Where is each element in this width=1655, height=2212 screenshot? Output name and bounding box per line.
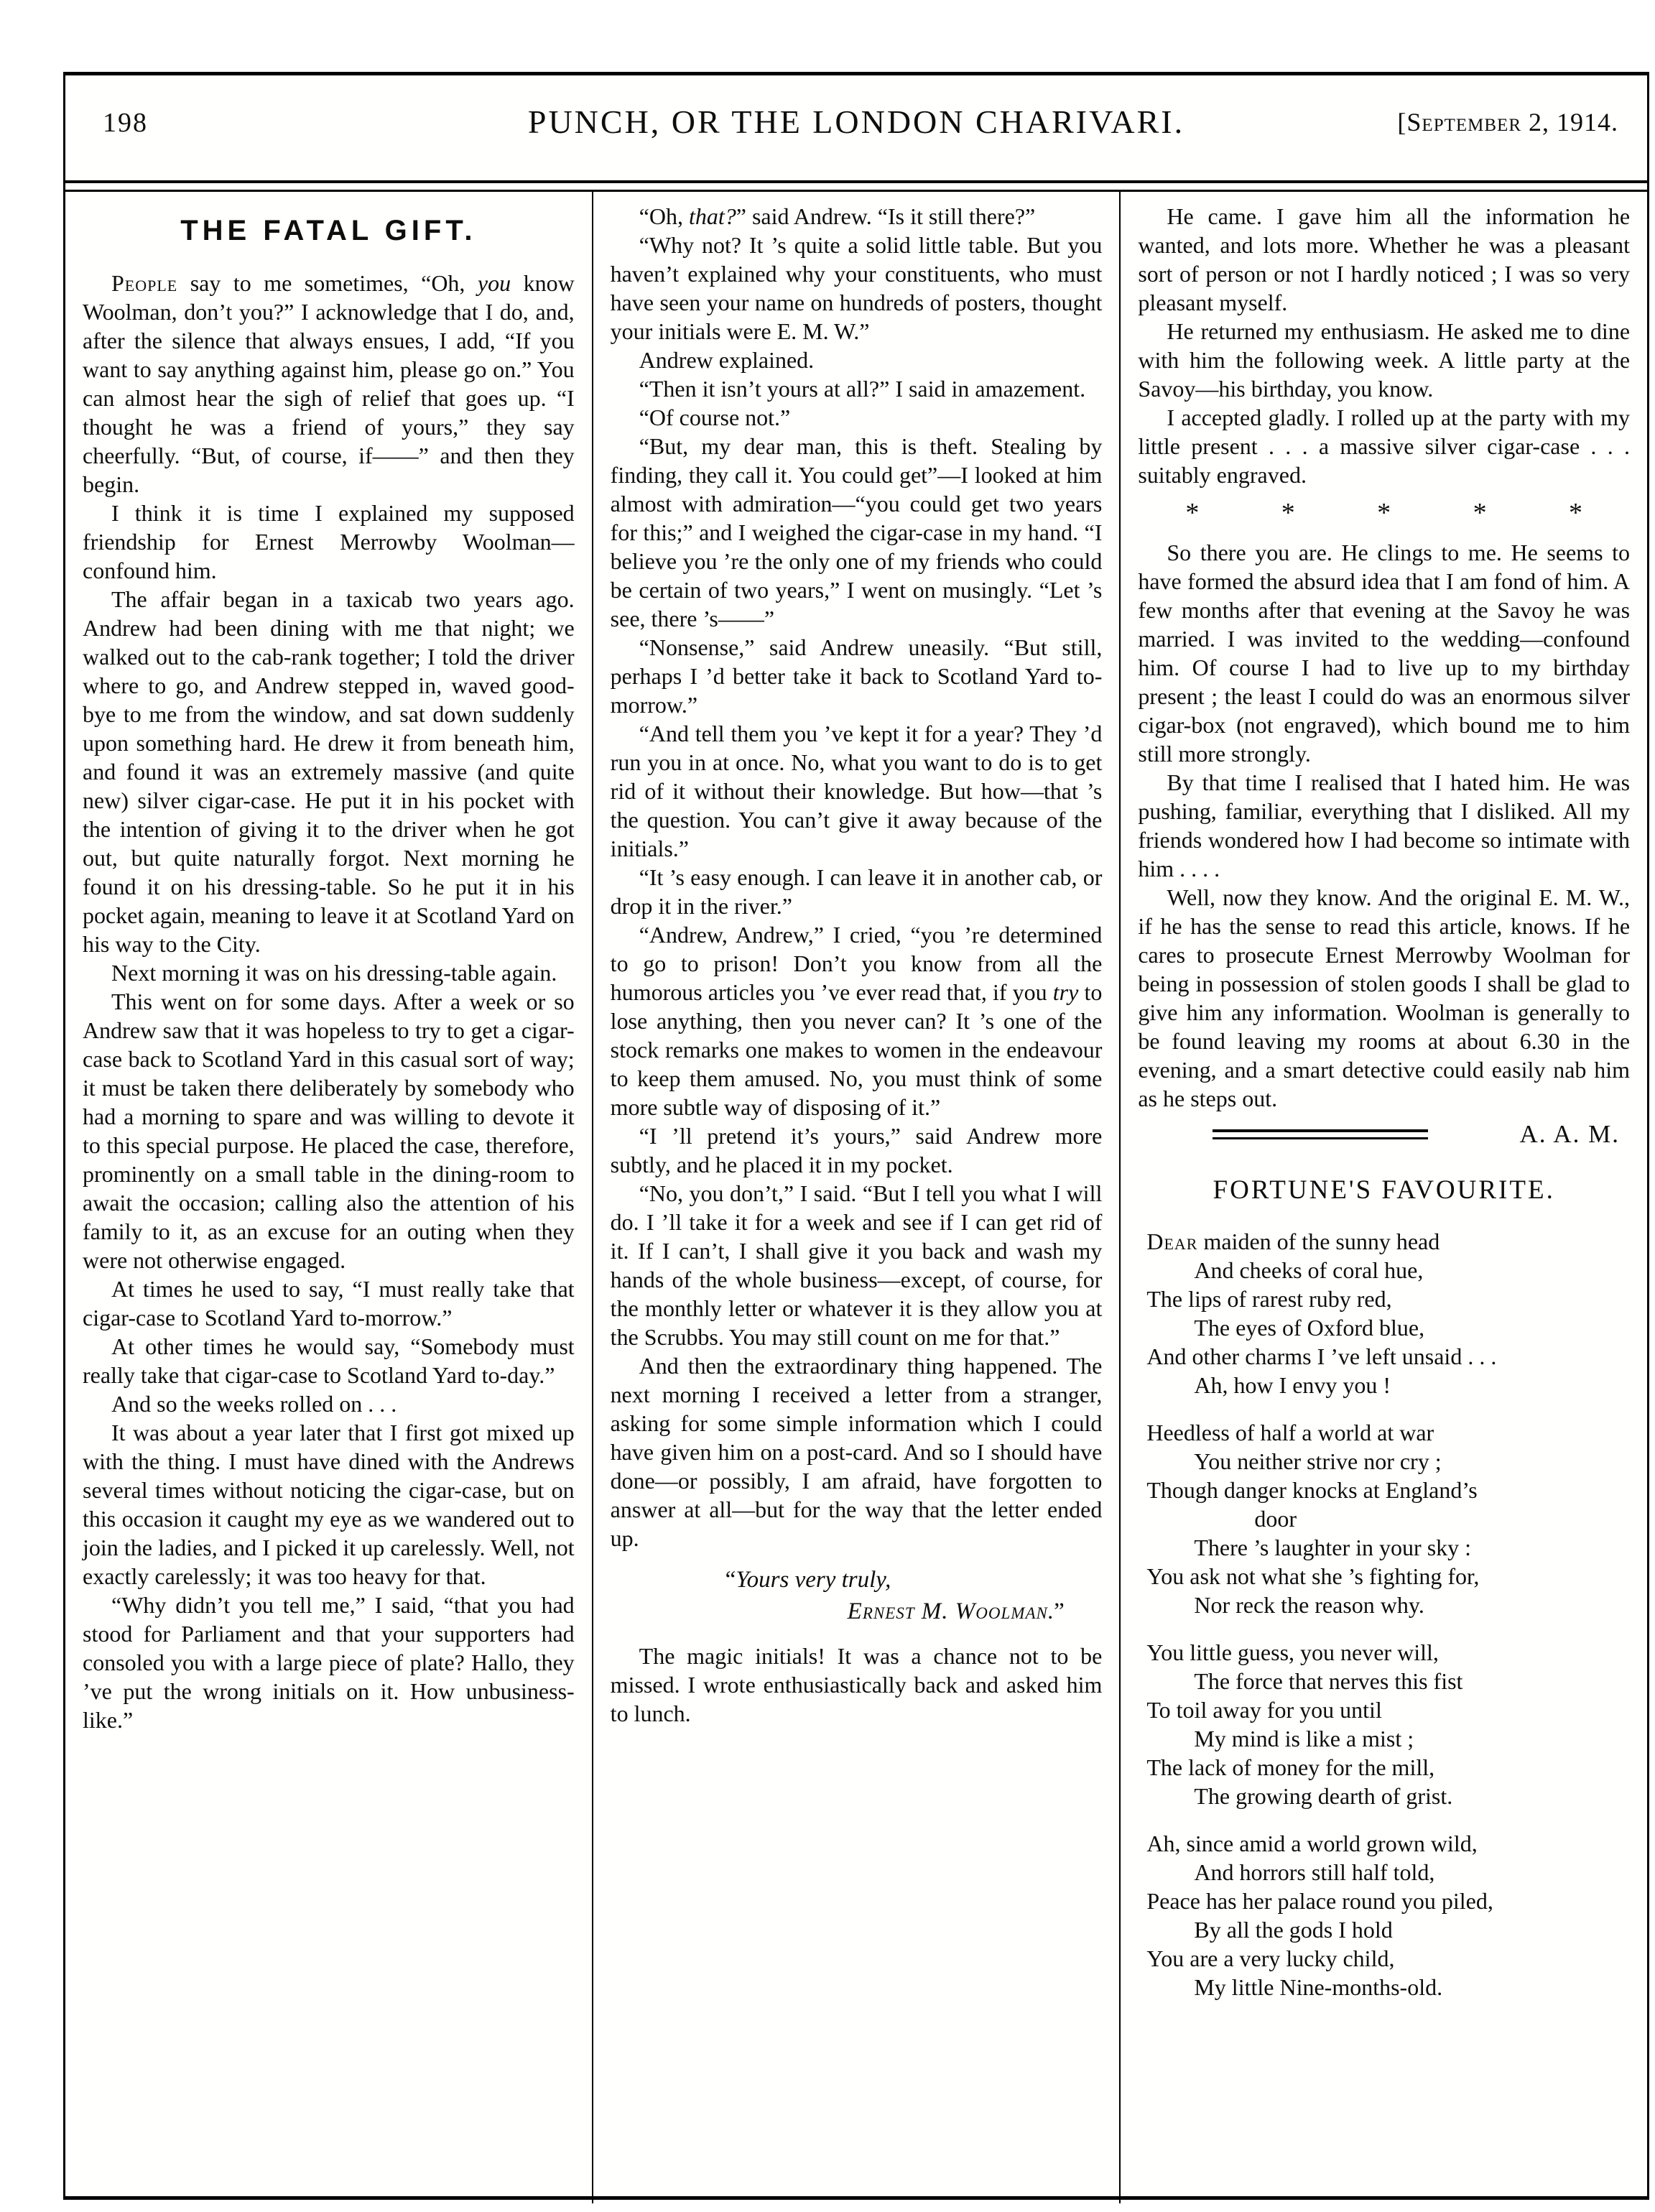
paragraph: “Nonsense,” said Andrew uneasily. “But still, perhaps I ’d better take it back to Scotland Yard to-morrow.” (610, 634, 1103, 718)
stanza (1146, 1418, 1630, 1619)
section-divider (1213, 1129, 1428, 1139)
paragraph: “Why not? It ’s quite a solid little table. But you haven’t explained why your constituents, who must have seen your name on hundreds of posters, thought your initials were E. M. W.” (610, 232, 1103, 344)
paragraph: “Of course not.” (639, 404, 791, 430)
paragraph: Well, now they know. And the original E. M. W., if he has the sense to read this article, knows. If he cares to prosecute Ernest Merrowby Woolman for being in possession of stolen goods I shall be glad to give him any information. Woolman is generally to be found leaving my rooms at about 6.30 in the evening, and a smart detective could easily nab him as he steps out. (1138, 884, 1631, 1111)
poem-line: door (1254, 1506, 1297, 1532)
page-header (65, 75, 1647, 180)
paragraph: This went on for some days. After a week or so Andrew saw that it was hopeless to try to get a cigar-case back to Scotland Yard in this casual sort of way; it must be taken there deliberately by somebody who had a morning to spare and was willing to devote it to this special purpose. He placed the case, therefore, prominently on a small table in the dining-room to await the occasion; calling also the attention of his family to it, as an excuse for an outing when they were not otherwise engaged. (83, 989, 575, 1273)
column-1-text (83, 269, 575, 1734)
poem-line: And cheeks of coral hue, (1194, 1257, 1424, 1283)
paragraph: I accepted gladly. I rolled up at the party with my little present . . . a massive silver cigar-case . . . suitably engraved. (1138, 404, 1631, 488)
paragraph: It was about a year later that I first got mixed up with the thing. I must have dined with the Andrews several times without noticing the cigar-case, but on this occasion it caught my eye as we wandered out to join the ladies, and I picked it up carelessly. Well, not exactly carelessly; it was too heavy for that. (83, 1420, 575, 1589)
column-2-text (611, 202, 1103, 1552)
paragraph: Andrew explained. (639, 347, 815, 373)
paragraph: At times he used to say, “I must really take that cigar-case to Scotland Yard to-morrow.” (83, 1276, 575, 1331)
paragraph: He came. I gave him all the information he wanted, and lots more. Whether he was a pleasant sort of person or not I hardly noticed ; I was so very pleasant myself. (1138, 203, 1631, 315)
paragraph: Next morning it was on his dressing-table again. (111, 960, 557, 986)
paragraph: He returned my enthusiasm. He asked me to dine with him the following week. A little party at the Savoy—his birthday, you know. (1138, 318, 1631, 402)
letter-signoff (611, 1564, 1103, 1627)
poem-line: To toil away for you until (1146, 1697, 1382, 1723)
column-1 (65, 192, 592, 2203)
issue-date: [September 2, 1914. (1397, 108, 1618, 136)
poem-line: The eyes of Oxford blue, (1194, 1315, 1425, 1341)
paragraph: I think it is time I explained my supposed friendship for Ernest Merrowby Woolman—confound him. (83, 500, 575, 583)
poem-line: By all the gods I hold (1194, 1917, 1393, 1943)
article-title: THE FATAL GIFT. (180, 215, 477, 246)
column-2 (593, 192, 1120, 2203)
paragraph: By that time I realised that I hated him. He was pushing, familiar, everything that I disliked. All my friends wondered how I had become so intimate with him . . . . (1138, 769, 1631, 881)
paragraph: “Andrew, Andrew,” I cried, “you ’re determined to go to prison! Don’t you know from all the humorous articles you ’ve ever read that, if you try to lose anything, then you never can? It ’s one of the stock remarks one makes to women in the endeavour to keep them amused. No, you must think of some more subtle way of disposing of it.” (610, 922, 1103, 1120)
poem-line: Nor reck the reason why. (1194, 1592, 1424, 1618)
poem-line: Ah, since amid a world grown wild, (1146, 1831, 1478, 1856)
page-title: PUNCH, OR THE LONDON CHARIVARI. (527, 103, 1185, 140)
paragraph: “No, you don’t,” I said. “But I tell you what I will do. I ’ll take it for a week and see if I can get rid of it. If I can’t, I shall give it you back and wash my hands of the whole business—except, of course, for the monthly letter or whatever it is they allow you at the Scrubbs. You may still count on me for that.” (610, 1180, 1103, 1350)
letter-closing: “Yours very truly, (725, 1567, 891, 1593)
poem-line: And horrors still half told, (1194, 1859, 1435, 1885)
page-number: 198 (103, 108, 148, 138)
paragraph: “Why didn’t you tell me,” I said, “that you had stood for Parliament and that your supporters had consoled you with a large piece of plate? Hallo, they ’ve put the wrong initials on it. How unbusiness-like.” (83, 1592, 575, 1733)
poem-line: Though danger knocks at England’s (1146, 1477, 1478, 1503)
asterisk: * (1473, 498, 1487, 528)
paragraph: The affair began in a taxicab two years ago. Andrew had been dining with me that night; we walked out to the cab-rank together; I told the driver where to go, and Andrew stepped in, waved good-bye to me from the window, and sat down suddenly upon something hard. He drew it from beneath him, and found it was an extremely massive (and quite new) silver cigar-case. He put it in his pocket with the intention of giving it to the driver when he got out, but quite naturally forgot. Next morning he found it on his dressing-table. So he put it in his pocket again, meaning to leave it at Scotland Yard on his way to the City. (83, 586, 575, 957)
paragraph: And so the weeks rolled on . . . (111, 1391, 397, 1417)
column-3-text-after-stars (1138, 538, 1630, 1113)
poem-line: The force that nerves this fist (1194, 1668, 1463, 1694)
asterisk: * (1568, 498, 1582, 528)
poem-line: You little guess, you never will, (1146, 1639, 1439, 1665)
poem-line: The lack of money for the mill, (1146, 1754, 1435, 1780)
paragraph: “And tell them you ’ve kept it for a year? They ’d run you in at once. No, what you want to do is to get rid of it without their knowledge. But how—that ’s the question. You can’t give it away because of the initials.” (610, 721, 1103, 861)
poem-line: The growing dearth of grist. (1194, 1783, 1453, 1809)
article-columns (65, 192, 1647, 2203)
poem-line: Ah, how I envy you ! (1194, 1372, 1391, 1398)
poem-line: Heedless of half a world at war (1146, 1420, 1434, 1445)
stanza (1146, 1829, 1630, 2002)
page (63, 72, 1649, 2200)
poem-line: Dear maiden of the sunny head (1146, 1228, 1440, 1254)
paragraph: “I ’ll pretend it’s yours,” said Andrew more subtly, and he placed it in my pocket. (610, 1123, 1103, 1177)
letter-signature: Ernest M. Woolman.” (847, 1598, 1065, 1624)
poem-line: Peace has her palace round you piled, (1146, 1888, 1493, 1914)
asterisk-separator (1138, 489, 1630, 538)
poem-line: There ’s laughter in your sky : (1194, 1535, 1472, 1560)
paragraph: And then the extraordinary thing happened. The next morning I received a letter from a stranger, asking for some simple information which I could have given him on a post-card. And so I should have done—or possibly, I am afraid, have forgotten to answer at all—but for the way that the letter ended up. (610, 1353, 1103, 1551)
paragraph: So there you are. He clings to me. He seems to have formed the absurd idea that I am fond of him. A few months after that evening at the Savoy he was married. I was invited to the wedding—confound him. Of course I had to live up to my birthday present ; the least I could do was an enormous silver cigar-box (not engraved), which bound me to him still more strongly. (1138, 540, 1631, 767)
poem-line: You ask not what she ’s fighting for, (1146, 1563, 1480, 1589)
column-3 (1121, 192, 1647, 2203)
paragraph: People say to me sometimes, “Oh, you know Woolman, don’t you?” I acknowledge that I do, and, after the silence that always ensues, I add, “If you want to say anything against him, please go on.” You can almost hear the sigh of relief that goes up. “I thought he was a friend of yours,” they say cheerfully. “But, of course, if——” and then they begin. (83, 270, 575, 497)
paragraph: At other times he would say, “Somebody must really take that cigar-case to Scotland Yard to-day.” (83, 1333, 575, 1388)
author-signature: A. A. M. (1519, 1120, 1621, 1148)
paragraph: “It ’s easy enough. I can leave it in another cab, or drop it in the river.” (610, 864, 1103, 919)
asterisk: * (1185, 498, 1200, 528)
poem (1138, 1227, 1630, 2002)
poem-line: You are a very lucky child, (1146, 1945, 1395, 1971)
stanza (1146, 1638, 1630, 1810)
header-rule (65, 180, 1647, 192)
asterisk: * (1281, 498, 1295, 528)
paragraph: The magic initials! It was a chance not to be missed. I wrote enthusiastically back and asked him to lunch. (610, 1643, 1103, 1726)
column-2-text-after-letter (611, 1642, 1103, 1728)
asterisk: * (1377, 498, 1391, 528)
poem-line: The lips of rarest ruby red, (1146, 1286, 1392, 1312)
paragraph: “Oh, that?” said Andrew. “Is it still there?” (639, 203, 1036, 229)
stanza (1146, 1227, 1630, 1399)
poem-title: FORTUNE'S FAVOURITE. (1213, 1175, 1555, 1205)
paragraph: “Then it isn’t yours at all?” I said in amazement. (639, 376, 1086, 402)
poem-line: My little Nine-months-old. (1194, 1974, 1443, 2000)
poem-line: My mind is like a mist ; (1194, 1726, 1414, 1751)
column-3-text (1138, 202, 1630, 489)
poem-line: And other charms I ’ve left unsaid . . . (1146, 1343, 1497, 1369)
paragraph: “But, my dear man, this is theft. Stealing by finding, they call it. You could get”—I looked at him almost with admiration—“you could get two years for this;” and I weighed the cigar-case in my hand. “I believe you ’re the only one of my friends who could be certain of two years,” I went on musingly. “Let ’s see, there ’s——” (610, 433, 1103, 631)
signature-row (1138, 1120, 1630, 1149)
poem-line: You neither strive nor cry ; (1194, 1448, 1442, 1474)
